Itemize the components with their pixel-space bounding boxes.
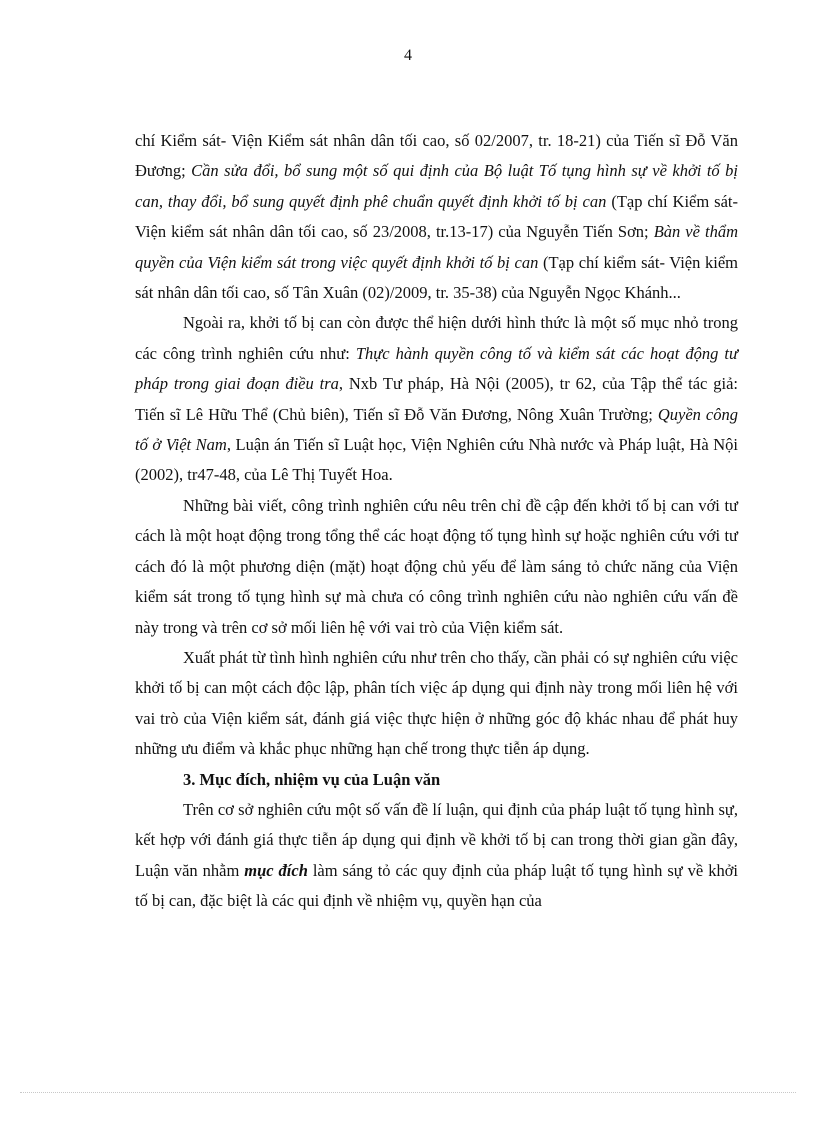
paragraph-research-need: Xuất phát từ tình hình nghiên cứu như trên cho thấy, cần phải có sự nghiên cứu việc khởi tố bị can một cách độc lập, phân tích việc áp dụng qui định này trong mối liên hệ với vai trò của Viện kiểm sát, đánh giá việc thực hiện ở những góc độ khác nhau để phát huy những ưu điểm và khắc phục những hạn chế trong thực tiễn áp dụng. — [135, 647, 738, 759]
paragraph-purpose — [135, 795, 738, 917]
italic-title: Quyền công tố ở Việt Nam — [135, 404, 738, 455]
text-run: , Luận án Tiến sĩ Luật học, Viện Nghiên cứu Nhà nước và Pháp luật, Hà Nội (2002), tr47-48, của Lê Thị Tuyết Hoa. — [135, 435, 738, 485]
page-bottom-divider — [20, 1092, 796, 1093]
italic-title: Cần sửa đổi, bổ sung một số qui định của Bộ luật Tố tụng hình sự về khởi tố bị can, thay đổi, bổ sung quyết định phê chuẩn quyết định khởi tố bị can — [135, 161, 739, 211]
emphasis-text: mục đích — [244, 860, 308, 880]
text-run: (Tạp chí Kiểm sát- Viện kiểm sát nhân dân tối cao, số 23/2008, tr.13-17) của Nguyễn Tiến Sơn; — [135, 191, 738, 242]
text-run: Trên cơ sở nghiên cứu một số vấn đề lí luận, qui định của pháp luật tố tụng hình sự, kết hợp với đánh giá thực tiễn áp dụng qui định về khởi tố bị can trong thời gian gần đây, Luận văn nhằm — [135, 799, 738, 880]
page-number: 4 — [404, 47, 412, 64]
text-run: làm sáng tỏ các quy định của pháp luật tố tụng hình sự về khởi tố bị can, đặc biệt là các qui định về nhiệm vụ, quyền hạn của — [135, 860, 738, 911]
paragraph-research-gap: Những bài viết, công trình nghiên cứu nêu trên chỉ đề cập đến khởi tố bị can với tư cách là một hoạt động trong tổng thể các hoạt động tố tụng hình sự hoặc nghiên cứu với tư cách đó là một phương diện (mặt) hoạt động chủ yếu để làm sáng tỏ chức năng của Viện kiểm sát trong tố tụng hình sự mà chưa có công trình nghiên cứu nào nghiên cứu vấn đề này trong và trên cơ sở mối liên hệ với vai trò của Viện kiểm sát. — [135, 495, 738, 637]
text-run: Ngoài ra, khởi tố bị can còn được thể hiện dưới hình thức là một số mục nhỏ trong các công trình nghiên cứu như: — [135, 313, 738, 363]
paragraph-references-continued — [135, 126, 738, 308]
italic-title: Thực hành quyền công tố và kiểm sát các hoạt động tư pháp trong giai đoạn điều tra — [135, 343, 738, 394]
document-body — [135, 126, 738, 917]
paragraph-other-works — [135, 308, 738, 490]
text-run: , Nxb Tư pháp, Hà Nội (2005), tr 62, của Tập thể tác giả: Tiến sĩ Lê Hữu Thể (Chủ biên), Tiến sĩ Đỗ Văn Đương, Nông Xuân Trường; — [135, 374, 738, 424]
section-heading: 3. Mục đích, nhiệm vụ của Luận văn — [183, 769, 441, 789]
italic-title: Bàn về thẩm quyền của Viện kiểm sát trong việc quyết định khởi tố bị can — [135, 222, 738, 272]
text-run: (Tạp chí kiểm sát- Viện kiểm sát nhân dân tối cao, số Tân Xuân (02)/2009, tr. 35-38) của Nguyễn Ngọc Khánh... — [135, 252, 738, 303]
text-run: chí Kiểm sát- Viện Kiểm sát nhân dân tối cao, số 02/2007, tr. 18-21) của Tiến sĩ Đỗ Văn Đương; — [135, 131, 738, 181]
